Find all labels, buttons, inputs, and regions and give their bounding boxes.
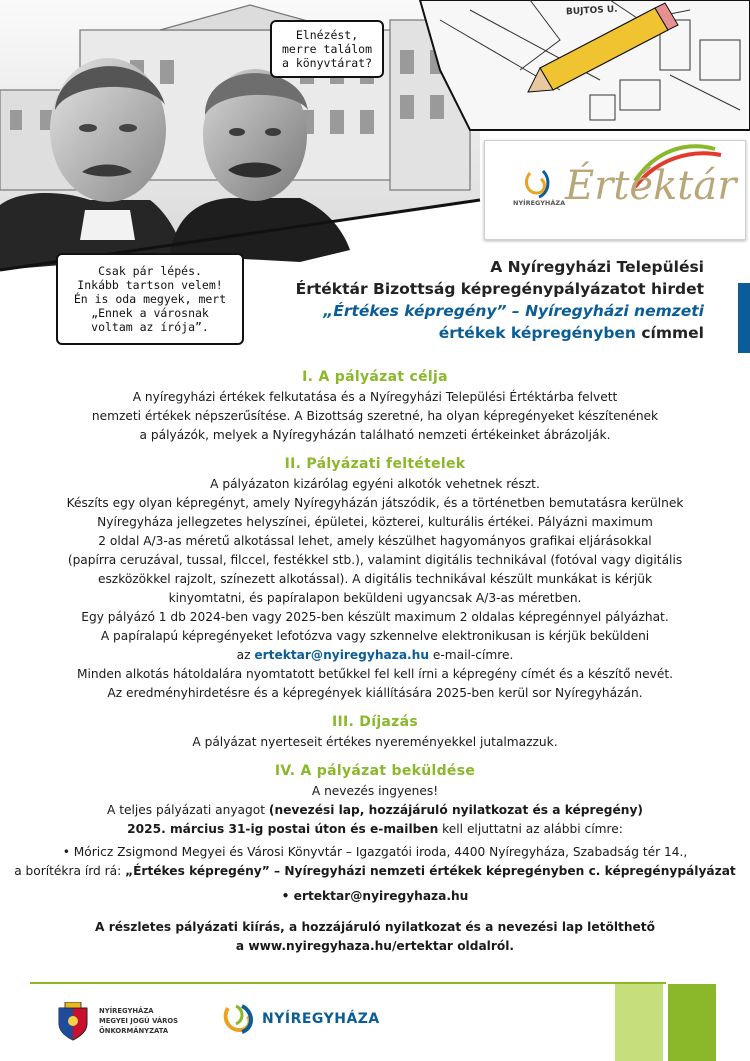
body-line: kinyomtatni, és papíralapon beküldeni ugyancsak A/3-as méretben.: [168, 591, 582, 605]
body-line: eszközökkel rajzolt, színezett alkotással). A digitális technikával készült munkákat is kérjük: [97, 572, 653, 586]
street-sign: BUJTOS U.: [565, 4, 618, 18]
bubble-line: Csak pár lépés.: [98, 264, 202, 278]
body-line: (papírra ceruzával, tussal, filccel, festékkel stb.), valamint digitális technikával (fotóval vagy digitális: [67, 553, 683, 567]
bubble-line: merre találom: [281, 42, 372, 56]
text-part: a borítékra írd rá:: [14, 864, 126, 878]
body-line: Készíts egy olyan képregényt, amely Nyíregyházán játszódik, és a történetben bemutatásra kerülnek: [66, 496, 684, 510]
headline-line1: A Nyíregyházi Települési: [490, 258, 704, 276]
ertektar-logo-card: [484, 140, 746, 240]
body-line: [0, 820, 750, 839]
body-line: A pályázat nyerteseit értékes nyereményekkel jutalmazzuk.: [192, 735, 558, 749]
crest-line: MEGYEI JOGÚ VÁROS: [99, 1017, 179, 1025]
email-address[interactable]: • ertektar@nyiregyhaza.hu: [281, 889, 469, 903]
footer-divider: [30, 982, 666, 984]
bubble-line: Elnézést,: [295, 28, 359, 42]
main-content: [0, 366, 750, 956]
crest-text: [99, 1006, 178, 1036]
bubble-line: a könyvtárat?: [281, 56, 372, 70]
section-conditions: [0, 453, 750, 703]
blue-accent-bar: [738, 283, 750, 353]
crest-line: ÖNKORMÁNYZATA: [99, 1027, 169, 1035]
bubble-line: Inkább tartson velem!: [77, 278, 223, 292]
body-line: A pályázaton kizárólag egyéni alkotók vehetnek részt.: [210, 477, 540, 491]
body-line: A papíralapú képregényeket lefotózva vagy szkennelve elektronikusan is kérjük beküldeni: [100, 629, 650, 643]
section-title: III. Díjazás: [331, 714, 418, 730]
bubble-line: Én is oda megyek, mert: [73, 292, 227, 306]
email-pre: az: [236, 648, 255, 662]
coat-of-arms-icon: [55, 1002, 91, 1042]
email-link[interactable]: ertektar@nyiregyhaza.hu: [254, 648, 430, 662]
section-body: [0, 475, 750, 703]
speech-bubble-left: [56, 253, 244, 345]
body-line: 2 oldal A/3-as méretű alkotással lehet, amely készülhet hagyományos grafikai eljárásokkal: [98, 534, 652, 548]
city-crest: [55, 1002, 91, 1046]
body-line: A nyíregyházi értékek felkutatása és a Nyíregyházi Települési Értéktárba felvett: [132, 390, 618, 404]
section-title: I. A pályázat célja: [302, 369, 448, 385]
city-logo: [222, 1002, 260, 1040]
postal-address: • Móricz Zsigmond Megyei és Városi Könyvtár – Igazgatói iroda, 4400 Nyíregyháza, Szabadság tér 14.,: [62, 845, 688, 859]
headline-line4-blue: értékek képregényben: [438, 324, 636, 342]
speech-bubble-top: [270, 20, 384, 78]
section-goal: [0, 366, 750, 445]
section-body: [0, 388, 750, 445]
section-title: II. Pályázati feltételek: [284, 456, 466, 472]
email-bullet[interactable]: [0, 887, 750, 906]
city-logo-text: NYÍREGYHÁZA: [262, 1011, 380, 1027]
headline-line3: „Értékes képregény” – Nyíregyházi nemzeti: [323, 302, 704, 320]
section-prizes: [0, 711, 750, 752]
body-line: A nevezés ingyenes!: [311, 784, 439, 798]
bubble-line: voltam az írója”.: [91, 320, 209, 334]
green-bar-1: [615, 984, 663, 1061]
body-line: Nyíregyháza jellegzetes helyszínei, épületei, közterei, kulturális értékei. Pályázni maximum: [97, 515, 653, 529]
headline: [284, 256, 704, 344]
body-line: Az eredményhirdetésre és a képregények kiállítására 2025-ben kerül sor Nyíregyházán.: [107, 686, 643, 700]
email-post: e-mail-címre.: [429, 648, 514, 662]
nyiregyhaza-logo-icon: [222, 1002, 260, 1036]
text-part: A teljes pályázati anyagot: [106, 803, 269, 817]
text-bold: (nevezési lap, hozzájáruló nyilatkozat és a képregény): [268, 803, 643, 817]
download-line: [0, 918, 750, 937]
email-line: [0, 646, 750, 665]
crest-line: NYÍREGYHÁZA: [99, 1007, 154, 1015]
section-submission: [0, 760, 750, 906]
ertektar-brand: Értéktár: [565, 163, 737, 209]
deadline: 2025. március 31-ig postai úton és e-mailben: [127, 822, 439, 836]
body-line: Egy pályázó 1 db 2024-ben vagy 2025-ben készült maximum 2 oldalas képregénnyel pályázhat.: [81, 610, 669, 624]
ertektar-city: NYÍREGYHÁZA: [513, 199, 566, 207]
download-link[interactable]: a www.nyiregyhaza.hu/ertektar oldalról.: [235, 939, 515, 953]
section-body: [0, 782, 750, 906]
envelope-title: „Értékes képregény” – Nyíregyházi nemzeti értékek képregényben c. képregénypályázat: [125, 864, 736, 878]
download-info: [0, 918, 750, 956]
section-title: IV. A pályázat beküldése: [274, 763, 476, 779]
section-body: [0, 733, 750, 752]
headline-line2: Értéktár Bizottság képregénypályázatot hirdet: [295, 280, 704, 298]
body-line: Minden alkotás hátoldalára nyomtatott betűkkel fel kell írni a képregény címét és a készítő nevét.: [76, 667, 674, 681]
headline-line4-rest: címmel: [635, 324, 704, 342]
body-line: [0, 801, 750, 820]
envelope-line: [0, 862, 750, 881]
body-line: nemzeti értékek népszerűsítése. A Bizottság szeretné, ha olyan képregényeket készítenének: [91, 409, 659, 423]
headline-line4: [284, 322, 704, 344]
bubble-line: „Ennek a városnak: [91, 306, 209, 320]
download-text: A részletes pályázati kiírás, a hozzájáruló nyilatkozat és a nevezési lap letölthető: [95, 920, 655, 934]
text-part: kell eljuttatni az alábbi címre:: [438, 822, 623, 836]
download-line[interactable]: [0, 937, 750, 956]
body-line: a pályázók, melyek a Nyíregyházán található nemzeti értékeinket ábrázolják.: [139, 428, 611, 442]
green-bar-2: [668, 984, 716, 1061]
